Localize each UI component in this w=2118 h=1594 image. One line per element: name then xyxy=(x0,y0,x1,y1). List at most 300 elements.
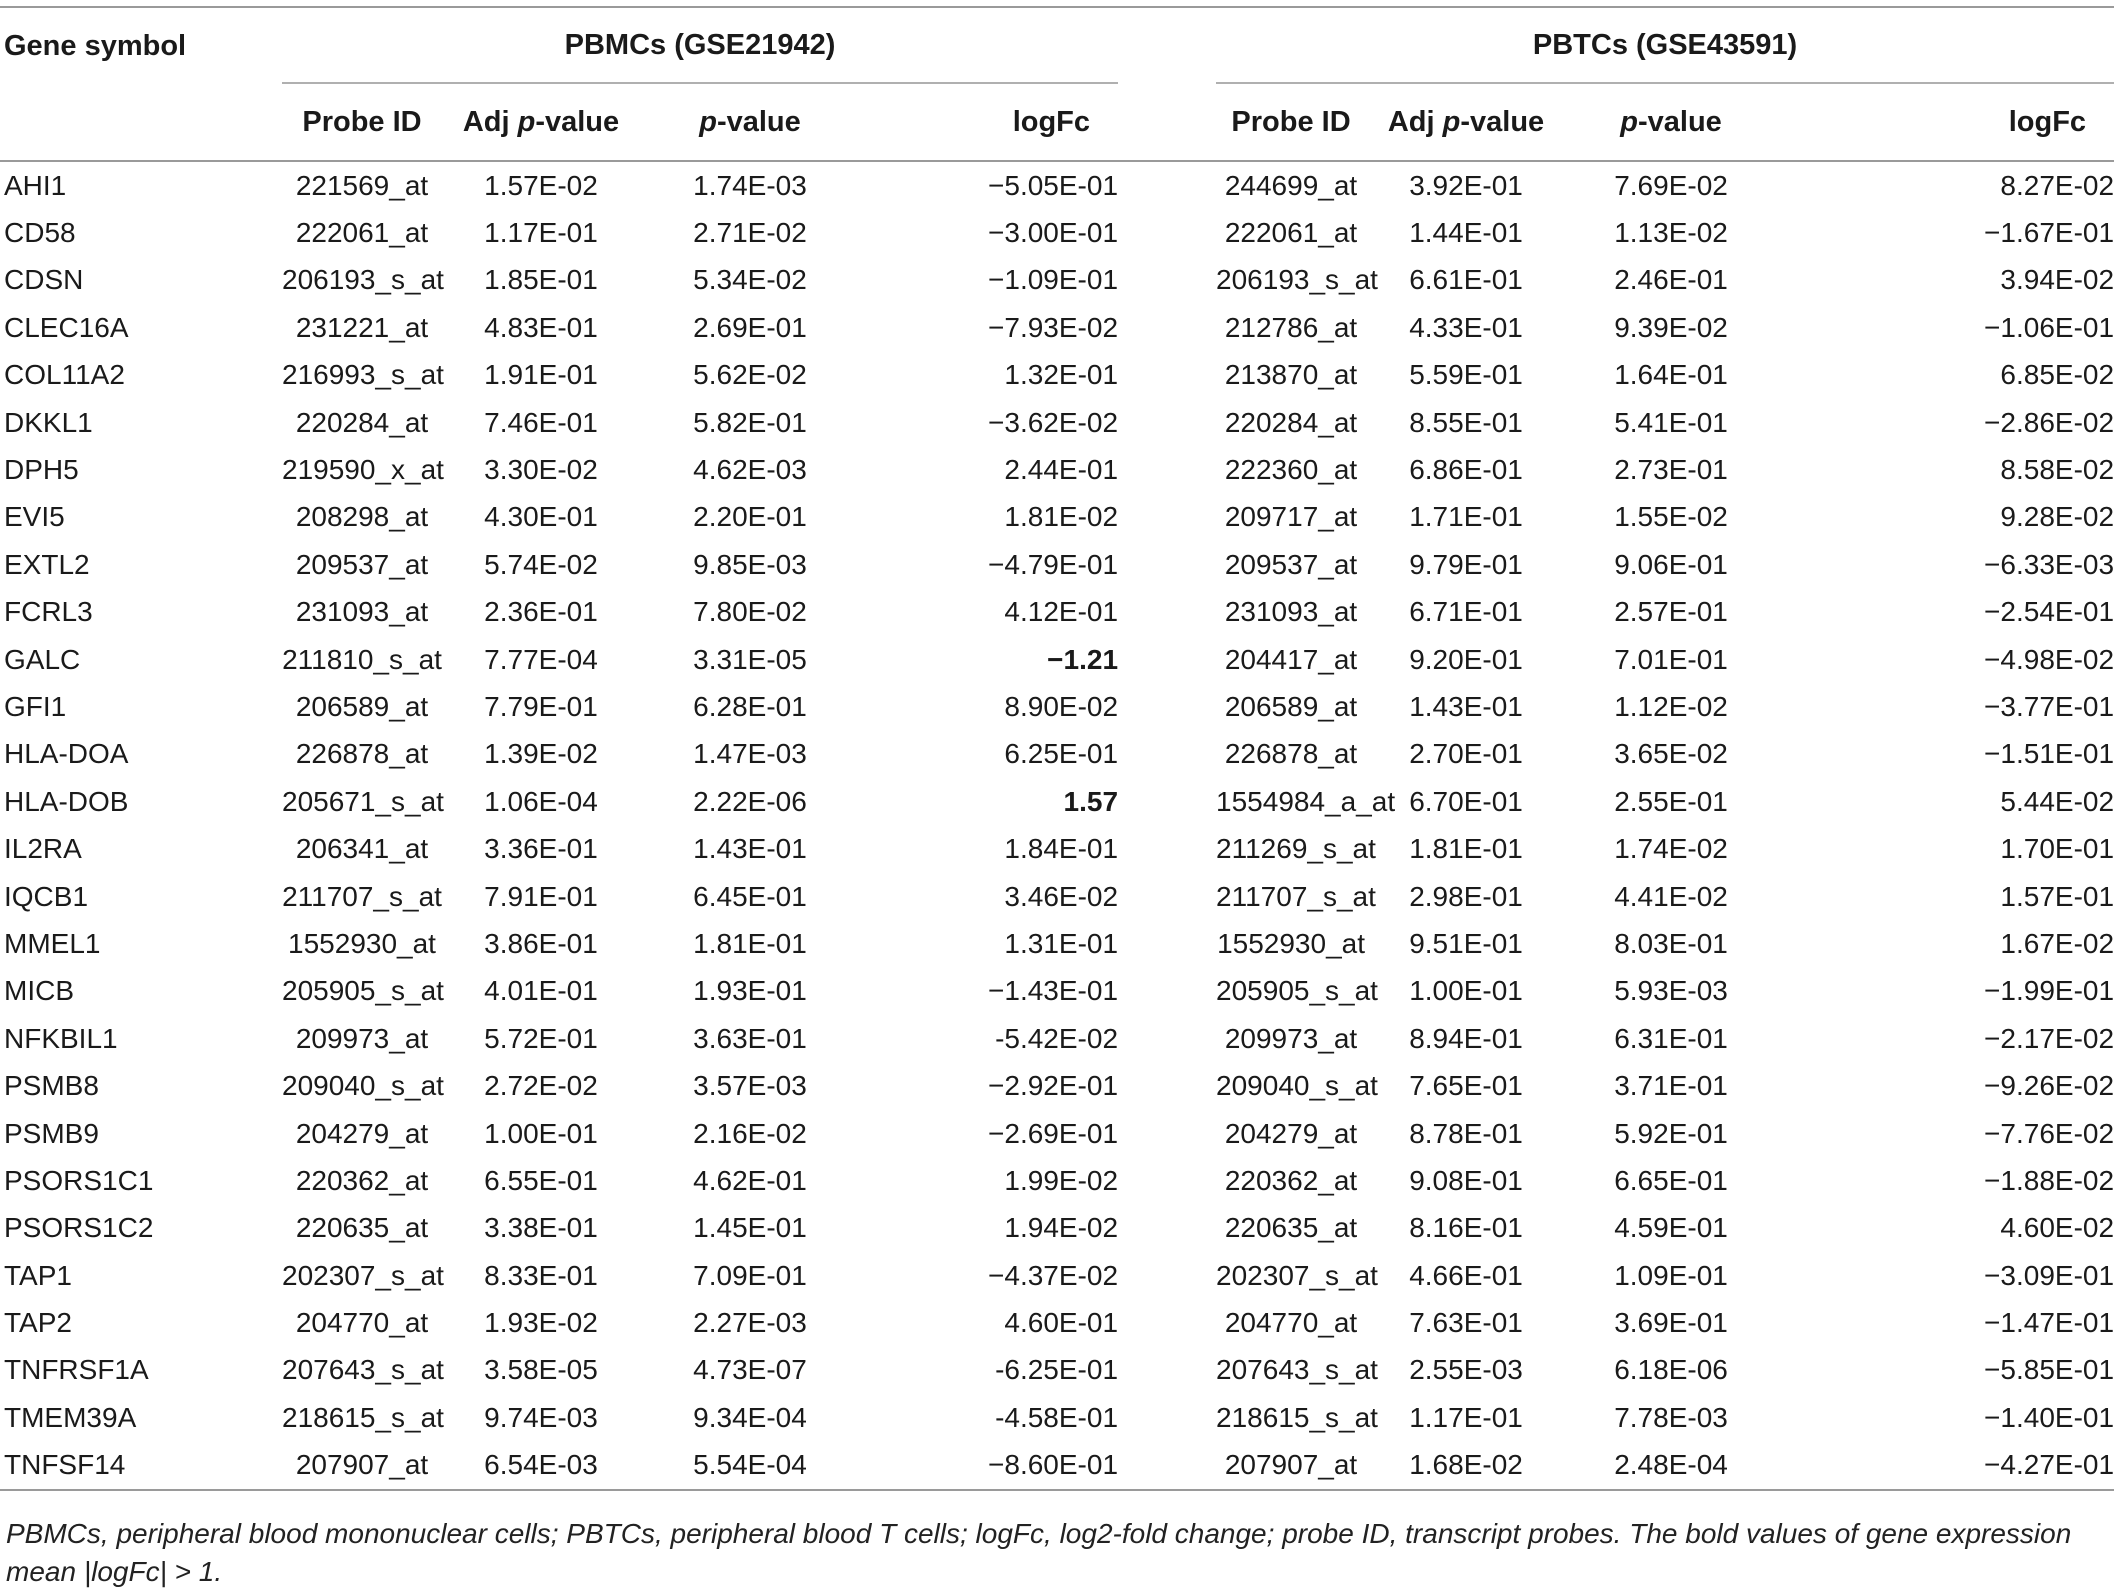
value-cell-l1: 4.12E-01 xyxy=(1004,596,1119,628)
value-cell-p1: 204770_at xyxy=(295,1307,429,1339)
value-cell-p2: 209040_s_at xyxy=(1216,1070,1378,1102)
value-cell-l1: −3.00E-01 xyxy=(988,217,1119,249)
value-cell-l1: −1.21 xyxy=(1047,643,1119,675)
value-cell-v1: 5.62E-02 xyxy=(693,359,807,391)
value-cell-v1: 5.34E-02 xyxy=(693,264,807,296)
value-cell-p2: 218615_s_at xyxy=(1216,1401,1378,1433)
gap-cell xyxy=(1118,1252,1216,1299)
value-cell-l1: 4.60E-01 xyxy=(1004,1307,1119,1339)
table-row xyxy=(0,304,2114,351)
value-cell-p2: 204417_at xyxy=(1224,643,1358,675)
value-cell-l1: 1.99E-02 xyxy=(1004,1164,1119,1196)
value-cell-a1: 3.30E-02 xyxy=(484,454,598,486)
table-row xyxy=(0,494,2114,541)
value-cell-a1: 4.83E-01 xyxy=(484,311,598,343)
value-cell-l2: 1.70E-01 xyxy=(2000,833,2115,865)
probe-id-header-pbtcs: Probe ID xyxy=(1216,84,1366,161)
gene-symbol-cell: CD58 xyxy=(4,217,76,249)
value-cell-p1: 219590_x_at xyxy=(282,454,444,486)
gene-symbol-cell: HLA-DOB xyxy=(4,785,129,817)
value-cell-p2: 211707_s_at xyxy=(1216,880,1376,912)
table-footnote: PBMCs, peripheral blood mononuclear cells; PBTCs, peripheral blood T cells; logFc, log2-fold change; probe ID, transcript probes. The bold values of gene expression mean |logFc| > 1. xyxy=(6,1518,2072,1587)
value-cell-a1: 2.72E-02 xyxy=(484,1070,598,1102)
value-cell-l2: −2.17E-02 xyxy=(1984,1022,2115,1054)
value-cell-v2: 1.74E-02 xyxy=(1614,833,1728,865)
value-cell-p2: 202307_s_at xyxy=(1216,1259,1378,1291)
value-cell-l1: 1.31E-01 xyxy=(1004,927,1119,959)
gap-cell xyxy=(1118,161,1216,209)
gap-cell xyxy=(1118,1347,1216,1394)
value-cell-l2: −4.98E-02 xyxy=(1984,643,2115,675)
gap-cell xyxy=(1118,1394,1216,1441)
gap-cell xyxy=(1118,920,1216,967)
value-cell-p1: 206193_s_at xyxy=(282,264,444,296)
value-cell-l1: −3.62E-02 xyxy=(988,406,1119,438)
value-cell-a1: 1.93E-02 xyxy=(484,1307,598,1339)
value-cell-v2: 7.01E-01 xyxy=(1614,643,1728,675)
table-row xyxy=(0,683,2114,730)
value-cell-v1: 2.27E-03 xyxy=(693,1307,807,1339)
value-cell-a1: 1.39E-02 xyxy=(484,738,598,770)
table-row xyxy=(0,1157,2114,1204)
value-cell-v1: 1.81E-01 xyxy=(693,927,807,959)
p-value-header-pbmcs: p-value xyxy=(640,84,860,161)
table-row xyxy=(0,1062,2114,1109)
value-cell-v2: 6.18E-06 xyxy=(1614,1354,1728,1386)
table-row xyxy=(0,1110,2114,1157)
table-row xyxy=(0,1205,2114,1252)
adj-p-value-header-pbtcs: Adj p-value xyxy=(1366,84,1566,161)
value-cell-p1: 220362_at xyxy=(295,1164,429,1196)
value-cell-p1: 207643_s_at xyxy=(282,1354,444,1386)
value-cell-v1: 4.73E-07 xyxy=(693,1354,807,1386)
value-cell-l2: −4.27E-01 xyxy=(1776,1442,2114,1490)
value-cell-l1: −4.37E-02 xyxy=(988,1259,1119,1291)
value-cell-p2: 220635_at xyxy=(1224,1212,1358,1244)
value-cell-a1: 7.91E-01 xyxy=(484,880,598,912)
value-cell-a2: 3.92E-01 xyxy=(1409,169,1523,201)
value-cell-a2: 1.43E-01 xyxy=(1409,690,1523,722)
p-value-header-pbtcs: p-value xyxy=(1566,84,1776,161)
value-cell-p1: 208298_at xyxy=(295,501,429,533)
value-cell-p1: 231093_at xyxy=(295,596,429,628)
value-cell-p1: 209973_at xyxy=(295,1022,429,1054)
table-row xyxy=(0,352,2114,399)
value-cell-l2: −3.09E-01 xyxy=(1984,1259,2115,1291)
table-row xyxy=(0,731,2114,778)
value-cell-l1: 1.84E-01 xyxy=(1004,833,1119,865)
value-cell-a1: 7.79E-01 xyxy=(484,690,598,722)
value-cell-p1: 209537_at xyxy=(295,548,429,580)
gap-cell xyxy=(1118,1205,1216,1252)
gene-symbol-cell: COL11A2 xyxy=(4,359,125,391)
value-cell-v1: 2.20E-01 xyxy=(693,501,807,533)
value-cell-p2: 231093_at xyxy=(1224,596,1358,628)
table-row xyxy=(0,1442,2114,1490)
value-cell-a2: 8.78E-01 xyxy=(1409,1117,1523,1149)
gene-symbol-cell: PSMB9 xyxy=(4,1117,99,1149)
value-cell-p1: 211810_s_at xyxy=(282,643,442,675)
gap-cell xyxy=(1118,1110,1216,1157)
value-cell-v1: 1.45E-01 xyxy=(693,1212,807,1244)
value-cell-a2: 2.55E-03 xyxy=(1409,1354,1523,1386)
probe-id-header-pbmcs: Probe ID xyxy=(282,84,442,161)
value-cell-v2: 1.09E-01 xyxy=(1614,1259,1728,1291)
gap-cell xyxy=(1118,778,1216,825)
table-row xyxy=(0,968,2114,1015)
table-row xyxy=(0,1394,2114,1441)
value-cell-v2: 1.12E-02 xyxy=(1614,690,1728,722)
table-row xyxy=(0,825,2114,872)
value-cell-p2: 211269_s_at xyxy=(1216,833,1376,865)
gap-cell xyxy=(1118,683,1216,730)
value-cell-l2: 6.85E-02 xyxy=(2000,359,2115,391)
value-cell-l1: 1.57 xyxy=(1063,785,1119,817)
gene-symbol-cell: TNFRSF1A xyxy=(4,1354,149,1386)
gene-symbol-cell: IL2RA xyxy=(4,833,82,865)
value-cell-l2: 4.60E-02 xyxy=(2000,1212,2115,1244)
table-row xyxy=(0,161,2114,209)
value-cell-p1: 220284_at xyxy=(295,406,429,438)
value-cell-a1: 7.46E-01 xyxy=(484,406,598,438)
value-cell-a2: 2.98E-01 xyxy=(1409,880,1523,912)
value-cell-p1: 205905_s_at xyxy=(282,975,444,1007)
value-cell-a1: 6.54E-03 xyxy=(442,1442,640,1490)
value-cell-l2: −1.51E-01 xyxy=(1984,738,2115,770)
value-cell-a2: 8.55E-01 xyxy=(1409,406,1523,438)
header-row-groups xyxy=(0,7,2114,84)
value-cell-v2: 5.93E-03 xyxy=(1614,975,1728,1007)
value-cell-p2: 220362_at xyxy=(1224,1164,1358,1196)
value-cell-v2: 5.92E-01 xyxy=(1614,1117,1728,1149)
value-cell-a1: 1.85E-01 xyxy=(484,264,598,296)
value-cell-a2: 9.20E-01 xyxy=(1409,643,1523,675)
value-cell-l2: −1.06E-01 xyxy=(1984,311,2115,343)
gap-cell xyxy=(1118,352,1216,399)
value-cell-a1: 1.00E-01 xyxy=(484,1117,598,1149)
table-row xyxy=(0,920,2114,967)
value-cell-a2: 6.71E-01 xyxy=(1409,596,1523,628)
value-cell-v2: 1.13E-02 xyxy=(1614,217,1728,249)
value-cell-a1: 6.55E-01 xyxy=(484,1164,598,1196)
gene-expression-table xyxy=(0,6,2114,1491)
gene-col-spacer xyxy=(0,84,282,161)
value-cell-v2: 2.46E-01 xyxy=(1614,264,1728,296)
value-cell-v2: 2.57E-01 xyxy=(1614,596,1728,628)
value-cell-p2: 206589_at xyxy=(1224,690,1358,722)
value-cell-l2: 1.67E-02 xyxy=(2000,927,2115,959)
value-cell-v1: 1.74E-03 xyxy=(693,169,807,201)
value-cell-v2: 3.65E-02 xyxy=(1614,738,1728,770)
value-cell-l2: −1.88E-02 xyxy=(1984,1164,2115,1196)
table-row xyxy=(0,541,2114,588)
gene-symbol-cell: PSMB8 xyxy=(4,1070,99,1102)
value-cell-a2: 8.16E-01 xyxy=(1409,1212,1523,1244)
gap-cell xyxy=(1118,1299,1216,1346)
value-cell-p2: 220284_at xyxy=(1224,406,1358,438)
value-cell-v1: 1.43E-01 xyxy=(693,833,807,865)
value-cell-p2: 213870_at xyxy=(1224,359,1358,391)
value-cell-p2: 1552930_at xyxy=(1217,927,1365,959)
table-row xyxy=(0,1252,2114,1299)
value-cell-p2: 244699_at xyxy=(1224,169,1358,201)
value-cell-a2: 9.79E-01 xyxy=(1409,548,1523,580)
value-cell-v1: 2.16E-02 xyxy=(693,1117,807,1149)
value-cell-l1: 8.90E-02 xyxy=(1004,690,1119,722)
value-cell-p2: 207643_s_at xyxy=(1216,1354,1378,1386)
value-cell-a1: 4.01E-01 xyxy=(484,975,598,1007)
value-cell-l2: −2.86E-02 xyxy=(1984,406,2115,438)
value-cell-a1: 9.74E-03 xyxy=(484,1401,598,1433)
value-cell-l2: 8.58E-02 xyxy=(2000,454,2115,486)
logfc-header-pbtcs: logFc xyxy=(1776,84,2114,161)
value-cell-l2: 5.44E-02 xyxy=(2000,785,2115,817)
value-cell-a1: 8.33E-01 xyxy=(484,1259,598,1291)
value-cell-l2: −2.54E-01 xyxy=(1984,596,2115,628)
value-cell-v2: 3.71E-01 xyxy=(1614,1070,1728,1102)
gene-symbol-cell: CLEC16A xyxy=(4,311,129,343)
value-cell-l1: 1.32E-01 xyxy=(1004,359,1119,391)
value-cell-l1: −2.69E-01 xyxy=(988,1117,1119,1149)
value-cell-a2: 6.86E-01 xyxy=(1409,454,1523,486)
value-cell-p2: 226878_at xyxy=(1224,738,1358,770)
value-cell-p2: 222360_at xyxy=(1224,454,1358,486)
value-cell-p1: 205671_s_at xyxy=(282,785,444,817)
gap-cell xyxy=(1118,873,1216,920)
value-cell-a2: 1.71E-01 xyxy=(1409,501,1523,533)
value-cell-v1: 2.22E-06 xyxy=(693,785,807,817)
value-cell-v2: 1.55E-02 xyxy=(1614,501,1728,533)
data-table-container xyxy=(0,6,2114,1491)
value-cell-a1: 4.30E-01 xyxy=(484,501,598,533)
value-cell-l2: −7.76E-02 xyxy=(1984,1117,2115,1149)
value-cell-v1: 5.54E-04 xyxy=(640,1442,860,1490)
value-cell-v2: 6.31E-01 xyxy=(1614,1022,1728,1054)
value-cell-l1: −1.09E-01 xyxy=(988,264,1119,296)
value-cell-l1: 1.94E-02 xyxy=(1004,1212,1119,1244)
value-cell-a1: 3.58E-05 xyxy=(484,1354,598,1386)
value-cell-v1: 9.85E-03 xyxy=(693,548,807,580)
value-cell-l1: −8.60E-01 xyxy=(860,1442,1118,1490)
value-cell-p1: 206341_at xyxy=(295,833,429,865)
value-cell-p2: 205905_s_at xyxy=(1216,975,1378,1007)
gap-cell xyxy=(1118,541,1216,588)
table-row xyxy=(0,873,2114,920)
value-cell-l2: 9.28E-02 xyxy=(2000,501,2115,533)
value-cell-v1: 7.80E-02 xyxy=(693,596,807,628)
table-row xyxy=(0,399,2114,446)
value-cell-v2: 5.41E-01 xyxy=(1614,406,1728,438)
gap-cell xyxy=(1118,446,1216,493)
value-cell-a2: 1.17E-01 xyxy=(1409,1401,1523,1433)
table-row xyxy=(0,1347,2114,1394)
value-cell-v1: 1.93E-01 xyxy=(693,975,807,1007)
value-cell-v2: 1.64E-01 xyxy=(1614,359,1728,391)
value-cell-a2: 7.65E-01 xyxy=(1409,1070,1523,1102)
table-row xyxy=(0,778,2114,825)
gap-cell xyxy=(1118,1442,1216,1490)
value-cell-v1: 3.63E-01 xyxy=(693,1022,807,1054)
value-cell-a2: 9.51E-01 xyxy=(1409,927,1523,959)
value-cell-v2: 9.06E-01 xyxy=(1614,548,1728,580)
value-cell-l1: 6.25E-01 xyxy=(1004,738,1119,770)
value-cell-a2: 5.59E-01 xyxy=(1409,359,1523,391)
value-cell-p2: 212786_at xyxy=(1224,311,1358,343)
value-cell-v1: 3.31E-05 xyxy=(693,643,807,675)
value-cell-a1: 3.86E-01 xyxy=(484,927,598,959)
value-cell-a2: 4.66E-01 xyxy=(1409,1259,1523,1291)
value-cell-p2: 1554984_a_at xyxy=(1216,785,1396,817)
gene-symbol-cell: TAP2 xyxy=(4,1307,72,1339)
value-cell-l2: −1.99E-01 xyxy=(1984,975,2115,1007)
gap-cell xyxy=(1118,1157,1216,1204)
table-body xyxy=(0,161,2114,1490)
value-cell-v2: 2.73E-01 xyxy=(1614,454,1728,486)
gene-symbol-cell: MICB xyxy=(4,975,74,1007)
value-cell-l2: 1.57E-01 xyxy=(2000,880,2115,912)
value-cell-p2: 204279_at xyxy=(1224,1117,1358,1149)
gene-symbol-cell: FCRL3 xyxy=(4,596,93,628)
gene-symbol-cell: PSORS1C1 xyxy=(4,1164,154,1196)
value-cell-v2: 7.78E-03 xyxy=(1614,1401,1728,1433)
value-cell-l1: 2.44E-01 xyxy=(1004,454,1119,486)
value-cell-l1: −7.93E-02 xyxy=(988,311,1119,343)
value-cell-p1: 207907_at xyxy=(282,1442,442,1490)
value-cell-l2: 8.27E-02 xyxy=(2000,169,2115,201)
value-cell-l1: −5.05E-01 xyxy=(988,169,1119,201)
gap-cell xyxy=(1118,589,1216,636)
value-cell-a1: 1.91E-01 xyxy=(484,359,598,391)
logfc-header-pbmcs: logFc xyxy=(860,84,1118,161)
value-cell-p1: 206589_at xyxy=(295,690,429,722)
value-cell-l2: −6.33E-03 xyxy=(1984,548,2115,580)
group-pbmcs-title: PBMCs (GSE21942) xyxy=(282,7,1118,84)
gap-cell xyxy=(1118,825,1216,872)
value-cell-a2: 9.08E-01 xyxy=(1409,1164,1523,1196)
gene-symbol-cell: GFI1 xyxy=(4,690,67,722)
value-cell-l2: −1.67E-01 xyxy=(1984,217,2115,249)
value-cell-a1: 1.06E-04 xyxy=(484,785,598,817)
gap-cell xyxy=(1118,209,1216,256)
value-cell-p1: 218615_s_at xyxy=(282,1401,444,1433)
table-row xyxy=(0,446,2114,493)
value-cell-a1: 5.72E-01 xyxy=(484,1022,598,1054)
value-cell-v1: 4.62E-03 xyxy=(693,454,807,486)
value-cell-v1: 9.34E-04 xyxy=(693,1401,807,1433)
value-cell-p1: 231221_at xyxy=(295,311,429,343)
value-cell-v1: 7.09E-01 xyxy=(693,1259,807,1291)
value-cell-p1: 209040_s_at xyxy=(282,1070,444,1102)
table-row xyxy=(0,1299,2114,1346)
value-cell-v2: 2.55E-01 xyxy=(1614,785,1728,817)
value-cell-p1: 1552930_at xyxy=(288,927,436,959)
gene-symbol-cell: EXTL2 xyxy=(4,548,90,580)
table-row xyxy=(0,257,2114,304)
header-row-columns xyxy=(0,84,2114,161)
group-gap xyxy=(1118,7,1216,84)
gap-cell xyxy=(1118,968,1216,1015)
value-cell-l2: −1.47E-01 xyxy=(1984,1307,2115,1339)
gene-symbol-cell: MMEL1 xyxy=(4,927,101,959)
value-cell-v1: 3.57E-03 xyxy=(693,1070,807,1102)
value-cell-p2: 209973_at xyxy=(1224,1022,1358,1054)
value-cell-v2: 8.03E-01 xyxy=(1614,927,1728,959)
value-cell-a2: 1.44E-01 xyxy=(1409,217,1523,249)
gap-cell xyxy=(1118,636,1216,683)
value-cell-a1: 1.57E-02 xyxy=(484,169,598,201)
value-cell-a2: 8.94E-01 xyxy=(1409,1022,1523,1054)
gap-cell xyxy=(1118,257,1216,304)
value-cell-p1: 211707_s_at xyxy=(282,880,442,912)
value-cell-l1: −2.92E-01 xyxy=(988,1070,1119,1102)
value-cell-l1: 1.81E-02 xyxy=(1004,501,1119,533)
gene-symbol-cell: NFKBIL1 xyxy=(4,1022,118,1054)
value-cell-p2: 207907_at xyxy=(1216,1442,1366,1490)
gene-symbol-header: Gene symbol xyxy=(0,7,282,84)
value-cell-l1: -5.42E-02 xyxy=(995,1022,1119,1054)
value-cell-l1: 3.46E-02 xyxy=(1004,880,1119,912)
gene-symbol-cell: GALC xyxy=(4,643,81,675)
value-cell-v2: 4.41E-02 xyxy=(1614,880,1728,912)
gene-symbol-cell: HLA-DOA xyxy=(4,738,129,770)
value-cell-a2: 6.70E-01 xyxy=(1409,785,1523,817)
value-cell-a2: 6.61E-01 xyxy=(1409,264,1523,296)
value-cell-p1: 222061_at xyxy=(295,217,429,249)
value-cell-p2: 222061_at xyxy=(1224,217,1358,249)
value-cell-p1: 221569_at xyxy=(295,169,429,201)
value-cell-a2: 1.00E-01 xyxy=(1409,975,1523,1007)
value-cell-a2: 1.81E-01 xyxy=(1409,833,1523,865)
value-cell-v2: 6.65E-01 xyxy=(1614,1164,1728,1196)
table-row xyxy=(0,636,2114,683)
table-row xyxy=(0,209,2114,256)
value-cell-v1: 2.71E-02 xyxy=(693,217,807,249)
value-cell-a2: 4.33E-01 xyxy=(1409,311,1523,343)
value-cell-l2: −5.85E-01 xyxy=(1984,1354,2115,1386)
gene-symbol-cell: EVI5 xyxy=(4,501,65,533)
value-cell-a1: 3.36E-01 xyxy=(484,833,598,865)
value-cell-a2: 2.70E-01 xyxy=(1409,738,1523,770)
gene-symbol-cell: PSORS1C2 xyxy=(4,1212,154,1244)
value-cell-p1: 204279_at xyxy=(295,1117,429,1149)
gap-cell xyxy=(1118,399,1216,446)
gene-symbol-cell: TNFSF14 xyxy=(0,1442,282,1490)
header-gap xyxy=(1118,84,1216,161)
gene-symbol-cell: DKKL1 xyxy=(4,406,93,438)
value-cell-a1: 1.17E-01 xyxy=(484,217,598,249)
group-pbtcs-title: PBTCs (GSE43591) xyxy=(1216,7,2114,84)
value-cell-l2: 3.94E-02 xyxy=(2000,264,2115,296)
table-row xyxy=(0,589,2114,636)
value-cell-v1: 5.82E-01 xyxy=(693,406,807,438)
value-cell-p2: 209717_at xyxy=(1224,501,1358,533)
value-cell-v1: 1.47E-03 xyxy=(693,738,807,770)
gene-symbol-cell: IQCB1 xyxy=(4,880,89,912)
gene-symbol-cell: DPH5 xyxy=(4,454,79,486)
value-cell-a2: 7.63E-01 xyxy=(1409,1307,1523,1339)
value-cell-l1: −1.43E-01 xyxy=(988,975,1119,1007)
gap-cell xyxy=(1118,1062,1216,1109)
value-cell-v1: 6.45E-01 xyxy=(693,880,807,912)
value-cell-v1: 6.28E-01 xyxy=(693,690,807,722)
value-cell-v2: 9.39E-02 xyxy=(1614,311,1728,343)
value-cell-v1: 2.69E-01 xyxy=(693,311,807,343)
value-cell-v2: 4.59E-01 xyxy=(1614,1212,1728,1244)
gap-cell xyxy=(1118,1015,1216,1062)
gap-cell xyxy=(1118,304,1216,351)
value-cell-a1: 5.74E-02 xyxy=(484,548,598,580)
table-row xyxy=(0,1015,2114,1062)
